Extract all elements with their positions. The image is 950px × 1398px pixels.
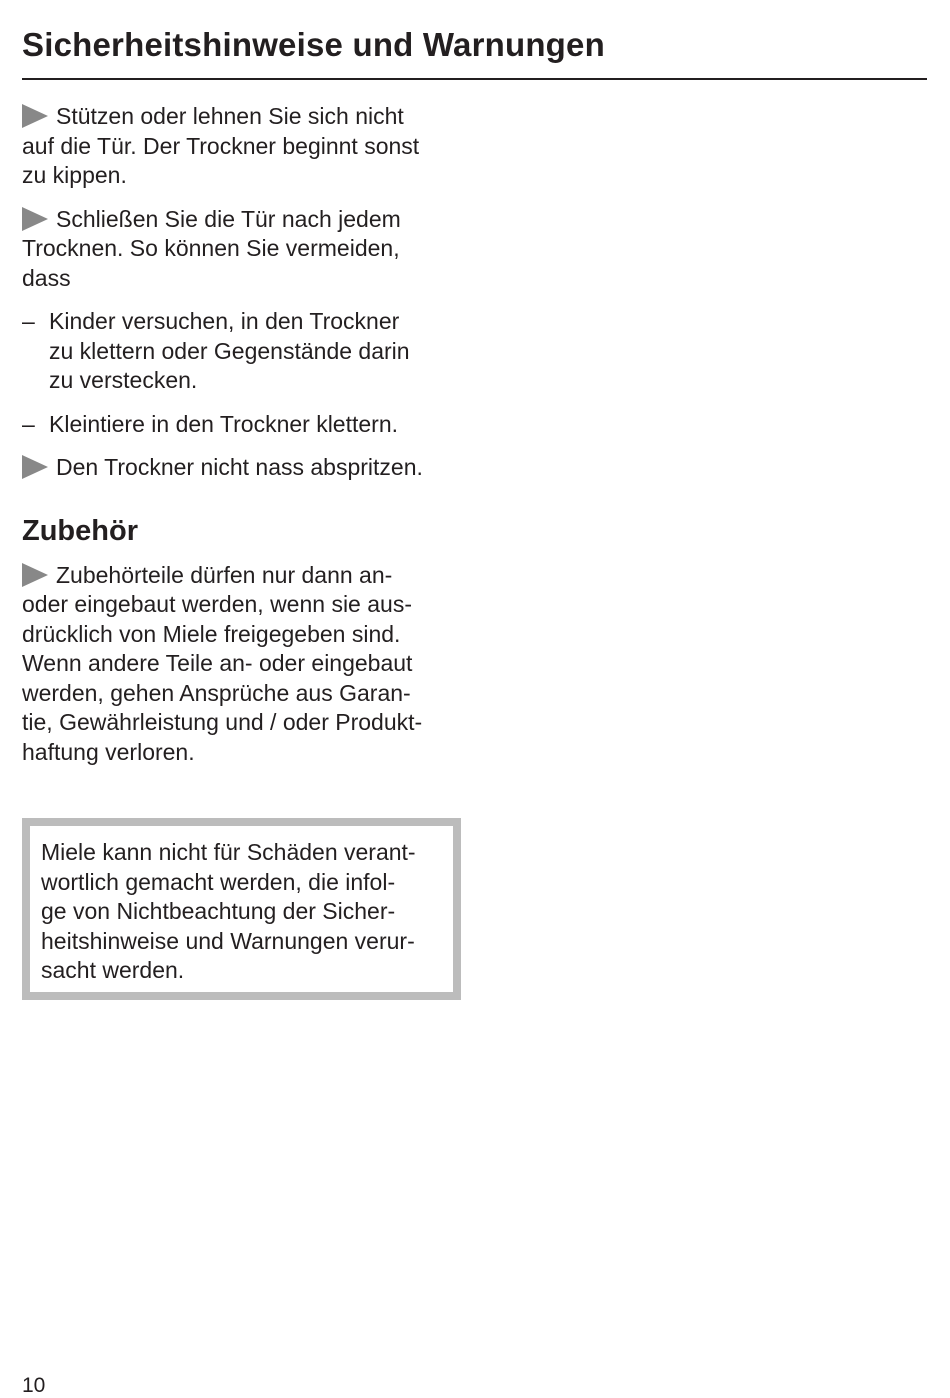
text-line: Stützen oder lehnen Sie sich nicht: [22, 102, 462, 132]
text-line: tie, Gewährleistung und / oder Produkt-: [22, 709, 423, 735]
triangle-right-icon: [22, 455, 48, 479]
text-line: zu verstecken.: [49, 367, 198, 393]
triangle-right-icon: [22, 563, 48, 587]
liability-note-box: [22, 818, 461, 1000]
dash-list-item-pets: [22, 410, 462, 440]
page-number: 10: [22, 1374, 46, 1397]
text-line: oder eingebaut werden, wenn sie aus-: [22, 591, 412, 617]
text-line: Kleintiere in den Trockner klettern.: [49, 410, 399, 437]
dash-list-item-children: [22, 307, 462, 396]
liability-note-text: [41, 838, 416, 986]
text-line: Wenn andere Teile an- oder eingebaut: [22, 650, 413, 676]
text-line: Kinder versuchen, in den Trockner: [49, 308, 400, 334]
text-line: Zubehörteile dürfen nur dann an-: [22, 561, 462, 591]
triangle-right-icon: [22, 207, 48, 231]
text-line: Miele kann nicht für Schäden verant-: [41, 839, 416, 865]
text-line: heitshinweise und Warnungen verur-: [41, 927, 415, 954]
text-line: zu klettern oder Gegenstände darin: [49, 337, 410, 364]
text-line: Den Trockner nicht nass abspritzen.: [22, 453, 462, 483]
page-header: [22, 22, 927, 80]
text-line: auf die Tür. Der Trockner beginnt sonst: [22, 132, 420, 159]
page-title: Sicherheitshinweise und Warnungen: [22, 26, 605, 63]
main-column: [22, 102, 462, 781]
text-line: dass: [22, 264, 71, 291]
text-line: zu kippen.: [22, 162, 127, 188]
text-line: sacht werden.: [41, 957, 185, 983]
triangle-right-icon: [22, 104, 48, 128]
warning-paragraph-accessories: [22, 561, 462, 768]
text-line: wortlich gemacht werden, die infol-: [41, 868, 396, 895]
text-line: Schließen Sie die Tür nach jedem: [22, 205, 462, 235]
dash-marker: –: [22, 410, 35, 437]
dash-marker: –: [22, 308, 35, 334]
text-line: werden, gehen Ansprüche aus Garan-: [22, 679, 411, 706]
text-line: drücklich von Miele freigegeben sind.: [22, 620, 401, 647]
warning-paragraph-lean-door: [22, 102, 462, 191]
section-heading-accessories: Zubehör: [22, 514, 138, 547]
text-line: haftung verloren.: [22, 738, 195, 765]
text-line: Trocknen. So können Sie vermeiden,: [22, 235, 400, 261]
text-line: ge von Nichtbeachtung der Sicher-: [41, 898, 396, 924]
warning-paragraph-no-spray: [22, 453, 462, 483]
warning-paragraph-close-door: [22, 205, 462, 294]
